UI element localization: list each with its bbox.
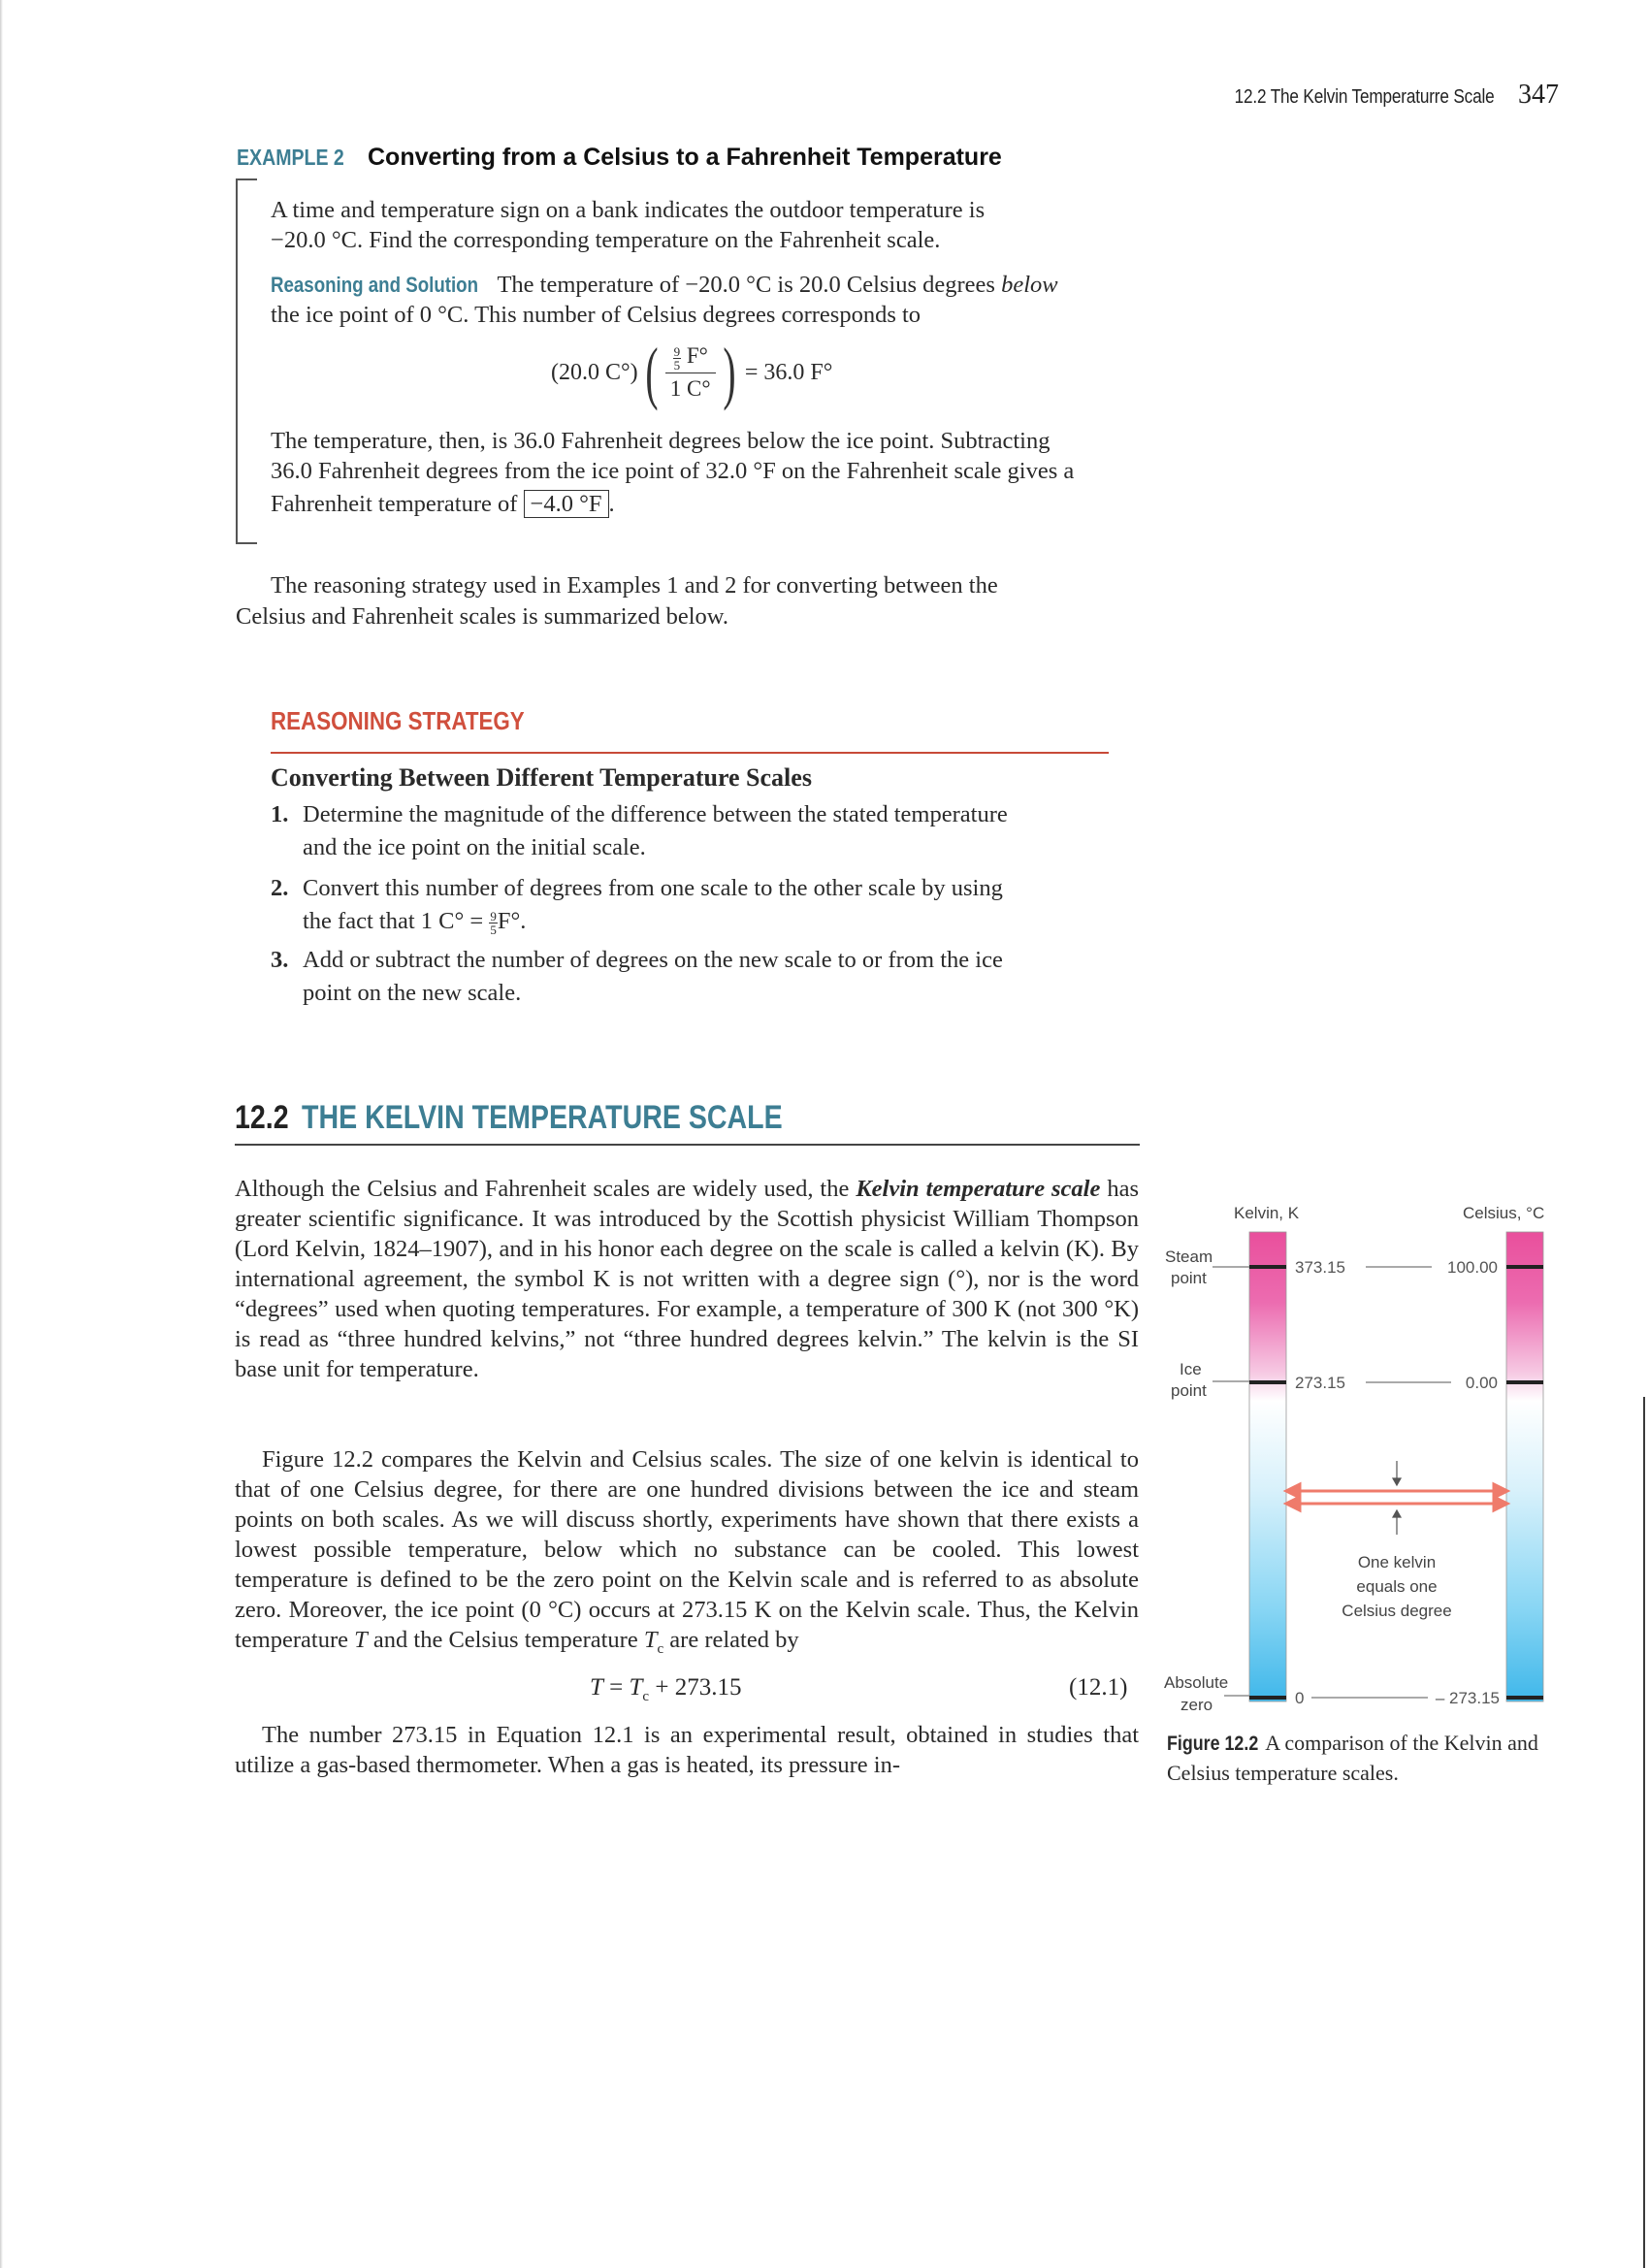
figure-caption [1167,1729,1574,1788]
arrowhead [1286,1497,1300,1510]
figure-caption-text: A comparison of the Kelvin and Celsius temperature scales. [1167,1731,1538,1785]
section-number: 12.2 [235,1099,289,1136]
step-text: and the ice point on the initial scale. [303,834,646,860]
celsius-header: Celsius, °C [1463,1204,1545,1222]
example-bracket [236,178,257,544]
ice-point-label: point [1171,1381,1207,1400]
paragraph-text: are related by [669,1627,799,1653]
kelvin-ice-value: 273.15 [1295,1374,1345,1392]
kelvin-ice-tick [1249,1380,1286,1384]
section-paragraph-3 [235,1720,1139,1780]
absolute-zero-label: zero [1180,1696,1213,1714]
solution-emphasis: below [1001,272,1058,298]
period: . [608,491,615,517]
left-paren: ( [644,334,659,411]
celsius-ice-value: 0.00 [1465,1374,1498,1392]
mini-num: 9 [490,908,497,923]
section-rule [235,1144,1140,1146]
equation-number: (12.1) [1069,1674,1128,1701]
celsius-column [1506,1232,1543,1701]
step-number: 3. [271,947,289,973]
celsius-steam-value: 100.00 [1447,1258,1498,1277]
strategy-step [271,944,1115,1010]
eq-subscript: c [642,1689,650,1704]
section-title: THE KELVIN TEMPERATURE SCALE [302,1099,783,1136]
running-head-title: 12.2 The Kelvin Temperaturre Scale [1235,86,1495,108]
solution-text: The temperature of −20.0 °C is 20.0 Celsius degrees [497,272,995,298]
section-paragraph-2 [235,1444,1139,1665]
nine-fifths [489,910,498,936]
strategy-rule [271,752,1109,754]
scale-diagram [1154,1193,1562,1736]
mini-num: 9 [673,343,681,359]
mini-den: 5 [673,357,681,373]
nine-fifths [673,345,682,372]
running-head [1192,80,1559,111]
note-line: Celsius degree [1342,1602,1452,1620]
steam-point-label: Steam [1165,1247,1213,1266]
steam-point-label: point [1171,1269,1207,1287]
scan-edge [1643,1397,1645,2268]
kelvin-steam-value: 373.15 [1295,1258,1345,1277]
arrowhead [1494,1484,1507,1498]
step-text: Determine the magnitude of the difference between the stated temperature [303,801,1008,827]
fraction-denominator: 1 C° [669,375,711,401]
conclusion-line: The temperature, then, is 36.0 Fahrenheit degrees below the ice point. Subtracting [271,428,1051,454]
solution-text: the ice point of 0 °C. This number of Celsius degrees corresponds to [271,302,922,328]
example-problem [271,195,1143,255]
example-solution [271,270,1143,330]
conversion-equation [551,334,833,411]
summary-paragraph-cont [236,601,1143,632]
conversion-fraction [665,342,716,402]
celsius-steam-tick [1506,1265,1543,1269]
strategy-step [271,872,1115,938]
pointer-tip [1393,1510,1401,1517]
arrowhead [1494,1497,1507,1510]
conclusion-line: Fahrenheit temperature of [271,491,518,517]
note-line: equals one [1356,1577,1438,1596]
problem-line: A time and temperature sign on a bank indicates the outdoor temperature is [271,197,986,223]
example-heading [237,144,1002,172]
strategy-subtitle: Converting Between Different Temperature Scales [271,763,812,792]
celsius-zero-value: – 273.15 [1435,1689,1500,1707]
summary-line: The reasoning strategy used in Examples 1 and 2 for converting between the [271,572,998,599]
paragraph-text: Figure 12.2 compares the Kelvin and Celsius scales. The size of one kelvin is identical to that of one Celsius degree, for there are one hundred divisions between the ice and steam points on both scales. As we will discuss shortly, experiments have shown that there exists a lowest possible temperature, below which no substance can be cooled. This lowest temperature is defined to be the zero point on the Kelvin scale and is referred to as absolute zero. Moreover, the ice point (0 °C) occurs at 273.15 K on the Kelvin scale. Thus, the Kelvin temperature [235,1446,1139,1653]
example-conclusion [271,426,1143,519]
paragraph-text: The number 273.15 in Equation 12.1 is an experimental result, obtained in studies that utilize a gas-based thermometer. When a gas is heated, its pressure in- [235,1722,1139,1778]
subscript-c: c [657,1640,664,1657]
step-number: 2. [271,875,289,901]
answer-box: −4.0 °F [524,490,609,518]
section-paragraph-1 [235,1174,1139,1384]
step-text: Add or subtract the number of degrees on the new scale to or from the ice [303,947,1003,973]
strategy-heading: REASONING STRATEGY [271,706,525,735]
kelvin-zero-value: 0 [1295,1689,1305,1707]
symbol-T: T [354,1627,368,1653]
kelvin-equation [590,1674,741,1705]
section-heading [235,1099,783,1137]
kelvin-steam-tick [1249,1265,1286,1269]
page-number: 347 [1518,80,1559,110]
example-label: EXAMPLE 2 [237,145,344,170]
fraction-numerator [665,342,716,373]
kelvin-column [1249,1232,1286,1701]
celsius-ice-tick [1506,1380,1543,1384]
eq-Tc: T [629,1674,643,1701]
equation-left: (20.0 C°) [551,359,638,385]
note-line: One kelvin [1357,1553,1437,1571]
step-text: point on the new scale. [303,980,522,1006]
step-text: the fact that 1 C° = [303,908,484,934]
kelvin-header: Kelvin, K [1234,1204,1300,1222]
problem-line: −20.0 °C. Find the corresponding temperature on the Fahrenheit scale. [271,227,941,253]
summary-line: Celsius and Fahrenheit scales is summarized below. [236,603,729,630]
right-paren: ) [723,334,736,411]
equation-right: = 36.0 F° [744,359,833,385]
paragraph-text: has greater scientific significance. It was introduced by the Scottish physicist William Thompson (Lord Kelvin, 1824–1907), and in his honor each degree on the scale is called a kelvin (K). By international agreement, the symbol K is not written with a degree sign (°), nor is the word “degrees” used when quoting temperatures. For example, a temperature of 300 K (not 300 °K) is read as “three hundred kelvins,” not “three hundred degrees kelvin.” The kelvin is the SI base unit for temperature. [235,1176,1139,1382]
eq-sign: = [609,1674,624,1701]
pointer-tip [1393,1478,1401,1485]
absolute-zero-label: Absolute [1164,1673,1229,1692]
eq-constant: + 273.15 [655,1674,742,1701]
figure-caption-label: Figure 12.2 [1167,1733,1259,1755]
mini-den: 5 [490,922,497,937]
arrowhead [1286,1484,1300,1498]
summary-paragraph [271,570,1143,600]
ice-point-label: Ice [1180,1360,1202,1378]
kelvin-zero-tick [1249,1696,1286,1700]
eq-T: T [590,1674,603,1701]
step-text: Convert this number of degrees from one scale to the other scale by using [303,875,1003,901]
paragraph-text: Although the Celsius and Fahrenheit scales are widely used, the [235,1176,850,1202]
reasoning-label: Reasoning and Solution [271,273,479,297]
symbol-Tc: T [643,1627,658,1653]
example-title: Converting from a Celsius to a Fahrenheit Temperature [368,144,1002,171]
step-text: F°. [497,908,527,934]
scan-edge [0,0,3,2268]
paragraph-text: and the Celsius temperature [372,1627,638,1653]
figure-kelvin-celsius [1154,1193,1562,1736]
key-term: Kelvin temperature scale [856,1176,1101,1202]
celsius-zero-tick [1506,1696,1543,1700]
numerator-unit: F° [686,343,708,369]
step-number: 1. [271,801,289,827]
conclusion-line: 36.0 Fahrenheit degrees from the ice point of 32.0 °F on the Fahrenheit scale gives a [271,458,1075,484]
strategy-step [271,798,1115,864]
